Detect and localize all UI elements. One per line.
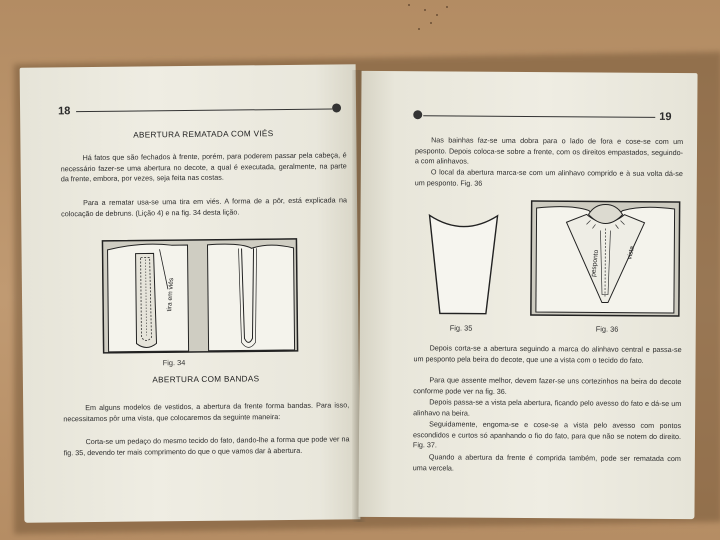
paragraph: Corta-se um pedaço do mesmo tecido do fato, dando-lhe a forma que pode ver na fig. 35, devendo ter mais comprimento do que o que vamos dar à abertura.: [63, 434, 350, 457]
paragraph: Para que assente melhor, devem fazer-se uns cortezinhos na beira do decote conforme pode ver na fig. 36.: [413, 375, 682, 396]
figure-label-bias: tira em viés: [166, 277, 176, 312]
header-rule: [76, 109, 332, 113]
section-title: ABERTURA REMATADA COM VIÉS: [133, 129, 274, 140]
paragraph: Em alguns modelos de vestidos, a abertura da frente forma bandas. Para isso, necessitamos pôr uma vista, que colocaremos da seguinte maneira:: [63, 400, 350, 423]
figure-34: [101, 238, 298, 354]
figure-36: [530, 200, 681, 317]
figure-35-drawing: [426, 211, 501, 318]
table-speck: [430, 22, 432, 24]
left-page-header: [58, 102, 344, 119]
paragraph: Seguidamente, engoma-se e cose-se a vista pelo avesso com pontos escondidos e curtos só apanhando o fio do fato, para que não se notem do direito. Fig. 37.: [412, 419, 682, 450]
header-dot-icon: [413, 110, 422, 119]
right-page: [358, 71, 697, 519]
table-speck: [424, 9, 426, 11]
paragraph: Depois corta-se a abertura seguindo a marca do alinhavo central e passa-se um pesponto pela beira do decote, que une a vista com o tecido do fato.: [413, 343, 682, 365]
header-rule: [423, 115, 655, 118]
figure-label-pesponto: pesponto: [590, 249, 601, 278]
figure-35: [426, 211, 501, 318]
table-speck: [418, 28, 420, 30]
table-speck: [408, 4, 410, 6]
figure-34-drawing: [101, 238, 298, 354]
paragraph: Há fatos que são fechados à frente, porém, para poderem passar pela cabeça, é necessário fazer-se uma abertura no decote, a qual é executada, geralmente, na parte da frente, embora, por vezes, seja feita nas costas.: [60, 150, 347, 184]
figure-caption: Fig. 34: [162, 358, 186, 368]
right-page-number: 19: [659, 110, 672, 123]
table-speck: [436, 14, 438, 16]
table-speck: [446, 6, 448, 8]
paragraph: O local da abertura marca-se com um alinhavo comprido e à sua volta dá-se um pesponto. Fig. 36: [414, 167, 683, 188]
paragraph: Para a rematar usa-se uma tira em viés. A forma de a pôr, está explicada na colocação de debruns. (Lição 4) e na fig. 34 desta lição.: [61, 195, 348, 218]
left-page: [20, 64, 361, 522]
paragraph: Quando a abertura da frente é comprida também, pode ser rematada com uma vercela.: [412, 452, 681, 473]
figure-caption: Fig. 35: [449, 323, 473, 333]
figure-36-drawing: [530, 200, 681, 317]
paragraph: Depois passa-se a vista pela abertura, ficando pelo avesso do fato e dá-se um alinhavo na beira.: [413, 397, 682, 418]
figure-caption: Fig. 36: [595, 324, 619, 334]
left-page-number: 18: [58, 105, 71, 118]
figure-label-vista: vista: [626, 245, 637, 261]
paragraph: Nas bainhas faz-se uma dobra para o lado de fora e cose-se com um pesponto. Depois coloca-se sobre a frente, com os direitos empastados, seguindo-a com alinhavos.: [414, 135, 684, 166]
header-dot-icon: [332, 103, 341, 112]
section-title: ABERTURA COM BANDAS: [152, 374, 260, 385]
right-page-header: [413, 109, 683, 125]
